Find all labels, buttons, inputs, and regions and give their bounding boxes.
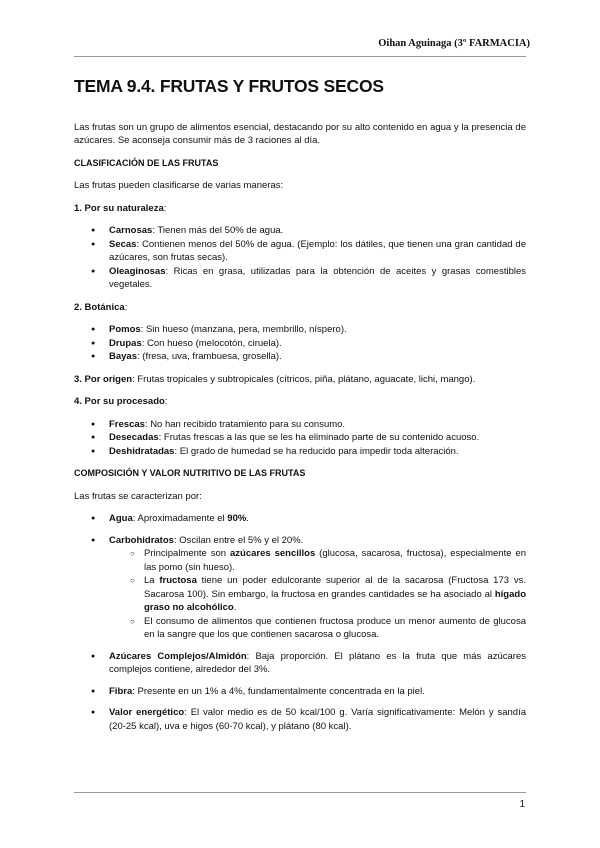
definition: : Contienen menos del 50% de agua. (Ejemplo: los dátiles, que tienen una gran cantidad de azúcares, son frutas secas).	[109, 238, 526, 263]
term: Desecadas	[109, 432, 159, 443]
text: .	[233, 602, 237, 613]
definition: : Con hueso (melocotón, ciruela).	[141, 337, 282, 349]
list-item	[109, 445, 526, 459]
list-item	[109, 238, 526, 265]
definition: : El valor medio es de 50 kcal/100 g. Varía significativamente: Melón y sandía (20-25 kcal), uva e higos (60-70 kcal), y plátano (80 kcal).	[109, 707, 526, 732]
text: Principalmente son	[144, 548, 230, 559]
definition: : Sin hueso (manzana, pera, membrillo, níspero).	[140, 324, 347, 335]
subsection-label: 4. Por su procesado	[74, 396, 165, 407]
sub-item	[144, 547, 526, 574]
term: Secas	[109, 238, 137, 250]
term: Valor energético	[109, 707, 185, 718]
term: Carnosas	[109, 225, 153, 236]
footer-rule	[74, 792, 526, 793]
page-title: TEMA 9.4. FRUTAS Y FRUTOS SECOS	[74, 76, 384, 96]
sub-item: ○ El consumo de alimentos que contienen fructosa produce un menor aumento de glucosa en la sangre que los que contienen sacarosa o glucosa.	[144, 615, 526, 642]
clasificacion-lead: Las frutas pueden clasificarse de varias maneras:	[74, 180, 284, 191]
definition: : Frutas frescas a las que se les ha eliminado parte de su contenido acuoso.	[158, 432, 480, 443]
botanica-list	[74, 323, 526, 364]
definition: : Ricas en grasa, utilizadas para la obtención de aceites y grasas comestibles vegetales.	[109, 265, 526, 290]
list-item	[109, 418, 526, 432]
term: Azúcares Complejos/Almidón	[109, 650, 247, 662]
term: Drupas	[109, 337, 142, 349]
emphasis: hígado graso no alcohólico	[144, 588, 526, 613]
composicion-lead: Las frutas se caracterizan por:	[74, 490, 202, 502]
document-header: Oihan Aguinaga (3º FARMACIA)	[378, 38, 530, 49]
definition: : Aproximadamente el	[132, 513, 228, 524]
list-item	[109, 224, 526, 238]
composicion-list	[74, 512, 526, 733]
value: 90%	[227, 513, 247, 524]
term: Frescas	[109, 418, 145, 430]
list-item	[109, 431, 526, 445]
definition: : Baja proporción. El plátano es la fruta que más azúcares complejos contiene, alrededor del 3%.	[109, 650, 526, 675]
punctuation: .	[246, 513, 249, 524]
definition: : Oscilan entre el 5% y el 20%.	[173, 534, 304, 546]
section-heading-clasificacion: CLASIFICACIÓN DE LAS FRUTAS	[74, 157, 219, 168]
term: Deshidratadas	[109, 445, 175, 457]
list-item	[109, 265, 526, 292]
intro-paragraph: Las frutas son un grupo de alimentos esencial, destacando por su alto contenido en agua y la presencia de azúcares. Se aconseja consumir más de 3 raciones al día.	[74, 121, 526, 146]
subsection-origen	[74, 373, 526, 387]
definition: : Frutas tropicales y subtropicales (cítricos, piña, plátano, aguacate, lichi, mango).	[132, 373, 476, 385]
text: tiene un poder edulcorante superior al de la sacarosa (Fructosa 173 vs. Sacarosa 100). Sin embargo, la fructosa en grandes cantidades se ha asociado al	[144, 575, 526, 600]
list-item	[109, 323, 526, 337]
naturaleza-list	[74, 224, 526, 292]
sub-item	[144, 574, 526, 615]
subsection-label: 2. Botánica	[74, 301, 125, 313]
subsection-naturaleza: 1. Por su naturaleza:	[74, 202, 167, 214]
section-heading-composicion: COMPOSICIÓN Y VALOR NUTRITIVO DE LAS FRUTAS	[74, 468, 306, 478]
page-body	[74, 76, 526, 742]
definition: : El grado de humedad se ha reducido para impedir toda alteración.	[174, 445, 459, 457]
subsection-label: 3. Por origen	[74, 373, 133, 385]
list-item-energia	[109, 706, 526, 733]
subsection-botanica: 2. Botánica:	[74, 301, 128, 313]
carbohidratos-sublist	[109, 547, 526, 642]
list-item-fibra	[109, 685, 526, 699]
term: Fibra	[109, 685, 133, 697]
page-number: 1	[519, 799, 525, 810]
list-item	[109, 337, 526, 351]
list-item-azucares	[109, 650, 526, 677]
emphasis: azúcares sencillos	[230, 548, 316, 559]
definition: : Presente en un 1% a 4%, fundamentalmente concentrada en la piel.	[132, 685, 425, 697]
term: Agua	[109, 513, 133, 524]
procesado-list	[74, 418, 526, 459]
list-item-agua	[109, 512, 526, 526]
list-item-carbohidratos	[109, 534, 526, 642]
emphasis: fructosa	[159, 575, 197, 586]
term: Oleaginosas	[109, 265, 166, 277]
text: La	[144, 575, 160, 586]
term: Carbohidratos	[109, 534, 174, 546]
term: Bayas	[109, 351, 137, 362]
text: (glucosa, sacarosa, fructosa), especialmente en las pomo (sin hueso).	[144, 548, 526, 573]
header-rule	[74, 56, 526, 57]
list-item	[109, 350, 526, 364]
definition: : (fresa, uva, frambuesa, grosella).	[137, 351, 282, 362]
definition: : No han recibido tratamiento para su consumo.	[144, 418, 346, 430]
definition: : Tienen más del 50% de agua.	[152, 225, 284, 236]
subsection-label: 1. Por su naturaleza	[74, 202, 164, 214]
subsection-procesado: 4. Por su procesado:	[74, 396, 168, 407]
term: Pomos	[109, 324, 141, 335]
